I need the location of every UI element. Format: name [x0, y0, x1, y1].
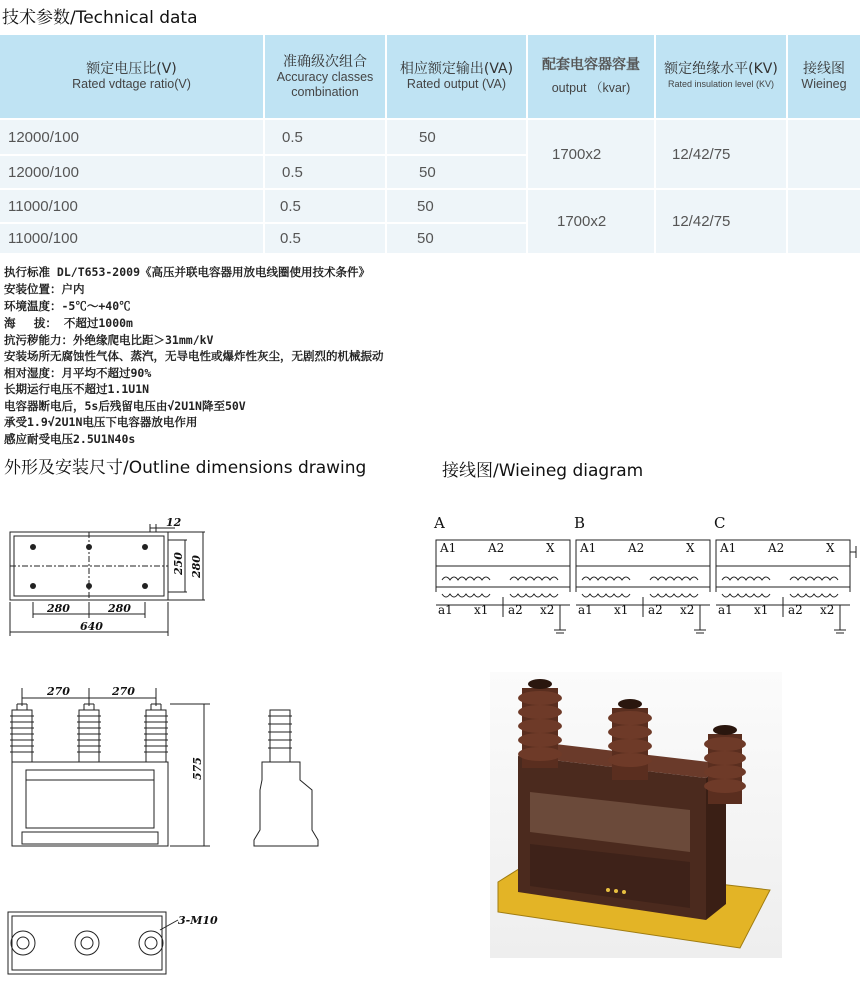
dim-270-b: 270	[112, 685, 135, 698]
c-sec-x1: x1	[754, 603, 769, 617]
dim-575: 575	[191, 757, 204, 780]
dim-12: 12	[166, 516, 182, 529]
technical-data-table	[0, 35, 860, 253]
spec-line-1: 执行标准 DL/T653-2009《高压并联电容器用放电线圈使用技术条件》	[4, 265, 371, 279]
spec-line-8: 长期运行电压不超过1.1U1N	[4, 382, 150, 396]
spec-line-2: 安装位置：户内	[4, 282, 85, 296]
bolt-label: 3-M10	[178, 914, 218, 927]
dim-250: 250	[172, 552, 185, 575]
row-2-ratio: 12000/100	[0, 156, 263, 188]
dim-640: 640	[80, 620, 103, 633]
wiring-diagram	[430, 512, 858, 642]
bushing-right	[704, 725, 746, 804]
group-2-insulation: 12/42/75	[656, 190, 786, 253]
header-wiring-zh: 接线图	[803, 61, 845, 77]
b-primary-a1: A1	[580, 541, 597, 555]
spec-line-10: 承受1.9√2U1N电压下电容器放电作用	[4, 415, 198, 429]
spec-line-4: 海 拔： 不超过1000m	[4, 316, 133, 330]
a-sec-a1: a1	[438, 603, 453, 617]
b-primary-a2: A2	[628, 541, 645, 555]
header-capacitor-zh: 配套电容器容量	[542, 57, 640, 73]
group-1-capacitor: 1700x2	[528, 120, 654, 188]
spec-line-5: 抗污秽能力：外绝缘爬电比距＞31mm/kV	[4, 333, 214, 347]
header-insulation-zh: 额定绝缘水平(KV)	[664, 61, 778, 77]
header-insulation	[656, 35, 786, 118]
b-sec-a2: a2	[648, 603, 663, 617]
row-1-output: 50	[387, 120, 526, 154]
header-accuracy-en: Accuracy classes combination	[276, 69, 374, 99]
row-1-accuracy: 0.5	[265, 120, 385, 154]
header-output-en: Rated output (VA)	[406, 77, 507, 91]
bushing-middle	[608, 699, 652, 780]
transformer-illustration	[490, 672, 782, 958]
bottom-view-drawing	[0, 900, 230, 980]
a-sec-a2: a2	[508, 603, 523, 617]
product-photo	[490, 672, 782, 958]
header-ratio-zh: 额定电压比(V)	[86, 61, 177, 77]
c-primary-a1: A1	[720, 541, 737, 555]
a-sec-x1: x1	[474, 603, 489, 617]
c-primary-x: X	[826, 541, 835, 555]
group-2-wiring	[788, 190, 860, 253]
phase-a-label: A	[434, 514, 445, 532]
header-accuracy	[265, 35, 385, 118]
c-sec-a1: a1	[718, 603, 733, 617]
header-output	[387, 35, 526, 118]
phase-b-label: B	[574, 514, 586, 532]
spec-line-7: 相对湿度：月平均不超过90%	[4, 366, 152, 380]
b-sec-x2: x2	[680, 603, 695, 617]
b-sec-a1: a1	[578, 603, 593, 617]
row-3-output: 50	[387, 190, 526, 222]
row-4-ratio: 11000/100	[0, 224, 263, 253]
group-1-wiring	[788, 120, 860, 188]
top-view-drawing	[0, 510, 330, 650]
c-sec-x2: x2	[820, 603, 835, 617]
a-primary-a1: A1	[440, 541, 457, 555]
header-insulation-en: Rated insulation level (KV)	[667, 79, 775, 89]
row-3-accuracy: 0.5	[265, 190, 385, 222]
dim-280-b: 280	[108, 602, 131, 615]
row-4-output: 50	[387, 224, 526, 253]
c-sec-a2: a2	[788, 603, 803, 617]
header-ratio	[0, 35, 263, 118]
row-1-ratio: 12000/100	[0, 120, 263, 154]
row-3-ratio: 11000/100	[0, 190, 263, 222]
bushing-left	[518, 679, 562, 768]
group-1-insulation: 12/42/75	[656, 120, 786, 188]
a-primary-x: X	[546, 541, 555, 555]
header-output-zh: 相应额定输出(VA)	[399, 61, 514, 77]
phase-c-label: C	[714, 514, 726, 532]
wiring-heading: 接线图/Wieineg diagram	[442, 461, 644, 481]
header-wiring-en: Wieineg	[801, 77, 847, 91]
b-sec-x1: x1	[614, 603, 629, 617]
row-2-accuracy: 0.5	[265, 156, 385, 188]
row-2-output: 50	[387, 156, 526, 188]
header-ratio-en: Rated vdtage ratio(V)	[72, 77, 191, 91]
header-capacitor	[528, 35, 654, 118]
group-2-capacitor: 1700x2	[528, 190, 654, 253]
header-wiring	[788, 35, 860, 118]
spec-line-6: 安装场所无腐蚀性气体、蒸汽，无导电性或爆炸性灰尘，无剧烈的机械振动	[4, 349, 384, 363]
a-sec-x2: x2	[540, 603, 555, 617]
a-primary-a2: A2	[488, 541, 505, 555]
dim-270-a: 270	[47, 685, 70, 698]
spec-line-9: 电容器断电后，5s后残留电压由√2U1N降至50V	[4, 399, 246, 413]
b-primary-x: X	[686, 541, 695, 555]
header-capacitor-en: output （kvar)	[551, 81, 631, 95]
dim-280-vertical: 280	[190, 555, 203, 578]
front-view-drawing	[0, 680, 335, 860]
header-accuracy-zh: 准确级次组合	[283, 53, 367, 70]
dim-280-a: 280	[47, 602, 70, 615]
row-4-accuracy: 0.5	[265, 224, 385, 253]
tech-heading: 技术参数/Technical data	[2, 8, 198, 28]
spec-line-3: 环境温度：-5℃～+40℃	[4, 299, 131, 313]
outline-heading: 外形及安装尺寸/Outline dimensions drawing	[4, 458, 367, 478]
c-primary-a2: A2	[768, 541, 785, 555]
spec-line-11: 感应耐受电压2.5U1N40s	[4, 432, 136, 446]
